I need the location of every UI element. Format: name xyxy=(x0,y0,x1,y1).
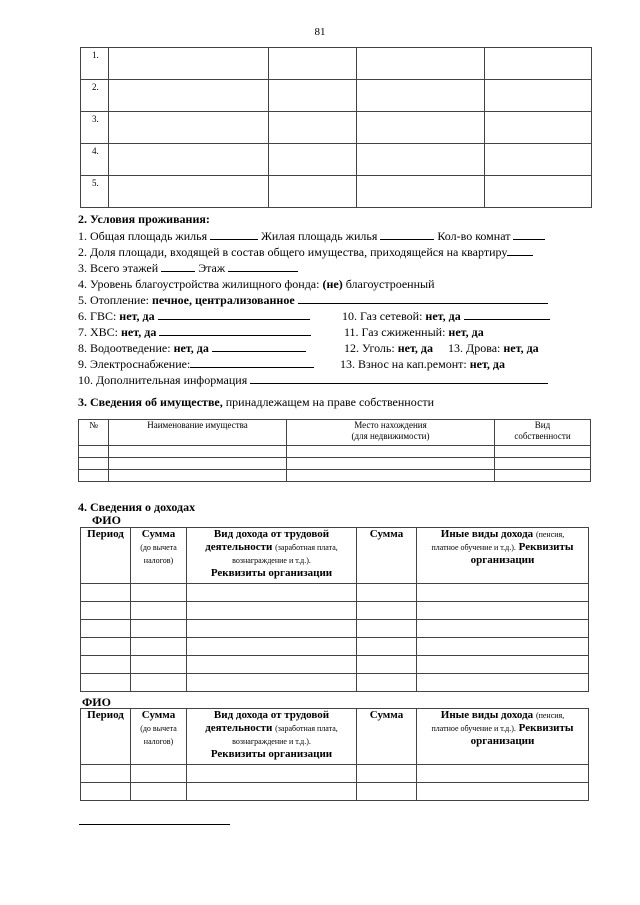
page-number: 81 xyxy=(314,26,326,38)
coal-wood-line: 12. Уголь: нет, да 13. Дрова: нет, да xyxy=(344,341,539,355)
header-sum-2: Сумма xyxy=(357,709,417,765)
line-4: 4. Уровень благоустройства жилищного фонда: (не) благоустроенный xyxy=(78,277,435,291)
fio-label-2: ФИО xyxy=(82,695,111,709)
header-name: Наименование имущества xyxy=(109,420,287,446)
property-title: 3. Сведения об имуществе, принадлежащем на праве собственности xyxy=(78,395,435,409)
line-10: 10. Дополнительная информация xyxy=(78,372,548,388)
line-3: 3. Всего этажей Этаж xyxy=(78,260,298,276)
property-table xyxy=(78,419,591,482)
row-number: 4. xyxy=(81,144,109,176)
table-row xyxy=(81,176,592,208)
line-2: 2. Доля площади, входящей в состав общего имущества, приходящейся на квартиру xyxy=(78,244,533,260)
table-row xyxy=(81,80,592,112)
header-sum: Сумма (до вычета налогов) xyxy=(131,528,187,584)
row-number: 3. xyxy=(81,112,109,144)
lpg-line: 11. Газ сжиженный: нет, да xyxy=(344,325,484,339)
income-table-2 xyxy=(80,708,589,801)
table-row xyxy=(81,112,592,144)
header-work-income: Вид дохода от трудовой деятельности (заработная плата, вознаграждение и т.д.). Реквизиты организации xyxy=(187,528,357,584)
gas-line: 10. Газ сетевой: нет, да xyxy=(342,308,550,324)
row-number: 2. xyxy=(81,80,109,112)
income-title: 4. Сведения о доходах xyxy=(78,500,196,514)
line-7: 7. ХВС: нет, да xyxy=(78,324,311,340)
header-other-income: Иные виды дохода (пенсия, платное обучение и т.д.). Реквизиты организации xyxy=(417,709,589,765)
header-other-income: Иные виды дохода (пенсия, платное обучение и т.д.). Реквизиты организации xyxy=(417,528,589,584)
top-table xyxy=(80,47,592,208)
row-number: 1. xyxy=(81,48,109,80)
header-period: Период xyxy=(81,709,131,765)
line-9: 9. Электроснабжение: xyxy=(78,356,314,372)
footnote-separator xyxy=(79,824,230,825)
repair-fee-line: 13. Взнос на кап.ремонт: нет, да xyxy=(340,357,506,371)
header-sum-2: Сумма xyxy=(357,528,417,584)
line-1: 1. Общая площадь жилья Жилая площадь жилья Кол-во комнат xyxy=(78,228,545,244)
fio-label-1: ФИО xyxy=(92,513,121,527)
header-place: Место нахождения (для недвижимости) xyxy=(287,420,495,446)
table-row xyxy=(81,48,592,80)
table-row xyxy=(81,144,592,176)
row-number: 5. xyxy=(81,176,109,208)
line-6: 6. ГВС: нет, да xyxy=(78,308,310,324)
header-num: № xyxy=(79,420,109,446)
header-period: Период xyxy=(81,528,131,584)
income-table-1 xyxy=(80,527,589,692)
line-5: 5. Отопление: печное, централизованное xyxy=(78,292,548,308)
line-8: 8. Водоотведение: нет, да xyxy=(78,340,306,356)
header-work-income: Вид дохода от трудовой деятельности (заработная плата, вознаграждение и т.д.). Реквизиты организации xyxy=(187,709,357,765)
living-title: 2. Условия проживания: xyxy=(78,212,210,226)
header-sum: Сумма (до вычета налогов) xyxy=(131,709,187,765)
header-kind: Вид собственности xyxy=(495,420,591,446)
